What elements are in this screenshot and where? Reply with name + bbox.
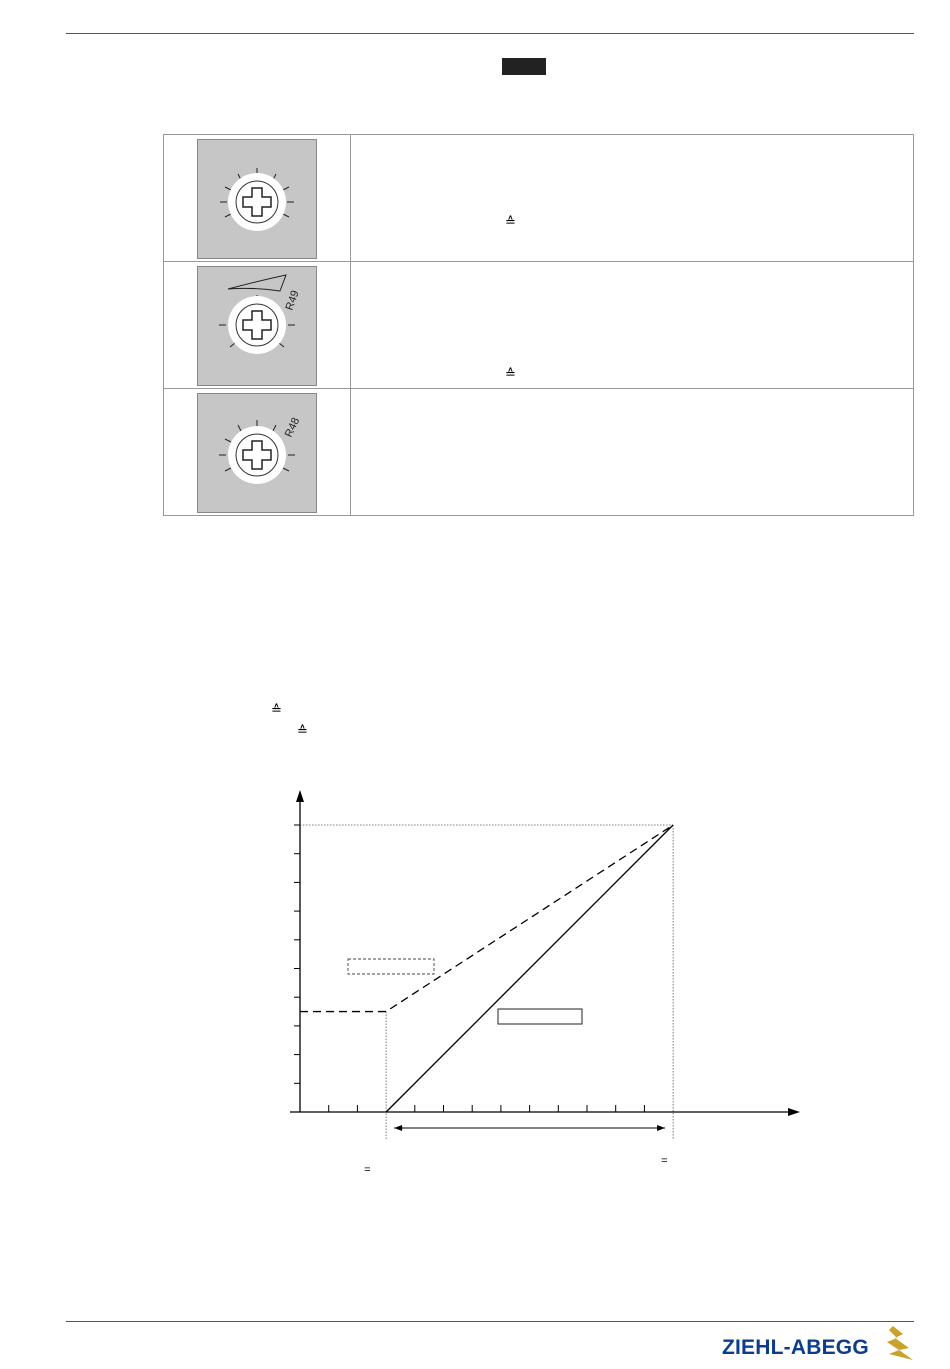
settings-table: [163, 134, 914, 516]
brand-name: ZIEHL-ABEGG: [722, 1336, 869, 1359]
brand-logo: [722, 1324, 922, 1364]
potentiometer-icon[interactable]: [197, 139, 317, 259]
potentiometer-icon[interactable]: [197, 266, 317, 386]
note-badge: [502, 58, 546, 75]
equivalence-symbol: ≙: [505, 367, 516, 382]
range-arrow-head-right: [657, 1125, 665, 1131]
equivalence-symbol: ≙: [271, 703, 282, 718]
table-row: [164, 135, 913, 262]
y-axis-arrow: [296, 790, 304, 802]
range-arrow-head-left: [394, 1125, 402, 1131]
pot-label: R48: [282, 415, 303, 440]
characteristic-chart: [270, 775, 810, 1185]
x-axis-arrow: [788, 1108, 800, 1116]
chart-guides: [300, 825, 673, 1140]
series-dashed: [300, 825, 673, 1012]
potentiometer-icon[interactable]: [197, 393, 317, 513]
header-rule: [66, 33, 914, 34]
start-marker: =: [364, 1164, 371, 1176]
equivalence-symbol: ≙: [505, 215, 516, 230]
end-marker: =: [661, 1155, 668, 1167]
chart-annotations: [348, 959, 668, 1176]
footer-rule: [66, 1321, 914, 1322]
brand-mark-icon: [885, 1324, 917, 1362]
table-row: [164, 262, 913, 389]
equivalence-symbol: ≙: [297, 724, 308, 739]
solid-label-box: [498, 1009, 582, 1024]
pot-label: R49: [283, 288, 302, 313]
table-row: [164, 389, 913, 516]
dashed-label-box: [348, 959, 434, 974]
